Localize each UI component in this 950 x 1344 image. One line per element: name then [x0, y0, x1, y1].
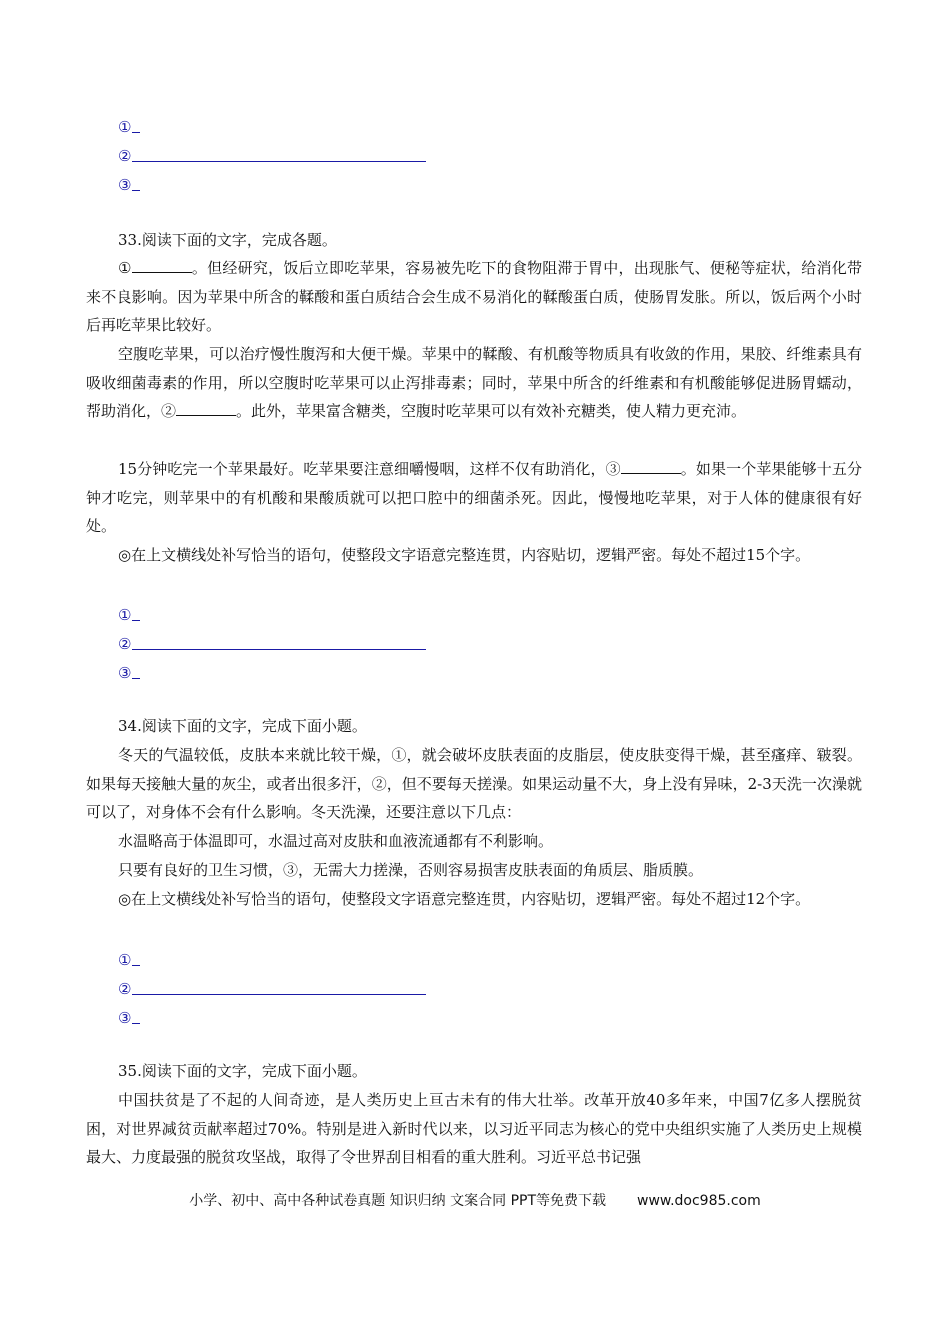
paragraph-text: 。但经研究，饭后立即吃苹果，容易被先吃下的食物阻滞于胃中，出现胀气、便秘等症状，给消化带来不良影响。因为苹果中所含的鞣酸和蛋白质结合会生成不易消化的鞣酸蛋白质，使肠胃发胀。所以，饭后两个小时后再吃苹果比较好。 — [86, 259, 862, 334]
answer-number: ① — [118, 952, 132, 969]
answer-line-2[interactable] — [118, 629, 426, 653]
answer-underline — [132, 964, 140, 966]
footer-site-link[interactable]: www.doc985.com — [637, 1193, 761, 1209]
fill-blank — [176, 399, 236, 416]
blank-number: ② — [161, 402, 177, 420]
answer-line-3[interactable] — [118, 170, 140, 194]
paragraph-text: 15分钟吃完一个苹果最好。吃苹果要注意细嚼慢咽，这样不仅有助消化， — [118, 460, 606, 478]
answer-line-2[interactable] — [118, 141, 426, 165]
answer-line-1[interactable] — [118, 112, 140, 136]
q33-paragraph-1 — [86, 254, 862, 340]
paragraph-text: 。如果一个苹果能够十五分钟才吃完，则苹果中的有机酸和果酸质就可以把口腔中的细菌杀死。因此，慢慢地吃苹果，对于人体的健康很有好处。 — [86, 460, 862, 535]
question-35-title: 35.阅读下面的文字，完成下面小题。 — [118, 1062, 367, 1080]
answer-underline — [132, 648, 426, 650]
answer-underline — [132, 677, 140, 679]
blank-number: ① — [118, 259, 132, 277]
answer-number: ③ — [118, 177, 132, 194]
question-34-title: 34.阅读下面的文字，完成下面小题。 — [118, 717, 367, 735]
q34-paragraph-2: 水温略高于体温即可，水温过高对皮肤和血液流通都有不利影响。 — [118, 832, 554, 850]
q33-paragraph-3 — [86, 455, 862, 541]
answer-number: ① — [118, 607, 132, 624]
answer-line-1[interactable] — [118, 945, 140, 969]
answer-line-1[interactable] — [118, 600, 140, 624]
answer-underline — [132, 1022, 140, 1024]
q35-paragraph-1: 中国扶贫是了不起的人间奇迹，是人类历史上亘古未有的伟大壮举。改革开放40多年来，中国7亿多人摆脱贫困，对世界减贫贡献率超过70%。特别是进入新时代以来，以习近平同志为核心的党中央组织实施了人类历史上规模最大、力度最强的脱贫攻坚战，取得了令世界刮目相看的重大胜利。习近平总书记强 — [86, 1091, 862, 1166]
paragraph-text: 空腹吃苹果，可以治疗慢性腹泻和大便干燥。苹果中的鞣酸、有机酸等物质具有收敛的作用，果胶、纤维素具有吸收细菌毒素的作用，所以空腹时吃苹果可以止泻排毒素；同时，苹果中所含的纤维素和有机酸能够促进肠胃蠕动，帮助消化， — [86, 345, 862, 420]
paragraph-text: 。此外，苹果富含糖类，空腹时吃苹果可以有效补充糖类，使人精力更充沛。 — [236, 402, 747, 420]
answer-line-2[interactable] — [118, 974, 426, 998]
answer-underline — [132, 189, 140, 191]
answer-number: ② — [118, 148, 132, 165]
answer-line-3[interactable] — [118, 658, 140, 682]
answer-underline — [132, 160, 426, 162]
q33-paragraph-2 — [86, 340, 862, 426]
q34-paragraph-1: 冬天的气温较低，皮肤本来就比较干燥，①，就会破坏皮肤表面的皮脂层，使皮肤变得干燥，甚至瘙痒、皲裂。如果每天接触大量的灰尘，或者出很多汗，②，但不要每天搓澡。如果运动量不大，身上没有异味，2-3天洗一次澡就可以了，对身体不会有什么影响。冬天洗澡，还要注意以下几点： — [86, 746, 862, 821]
q33-instruction: ◎在上文横线处补写恰当的语句，使整段文字语意完整连贯，内容贴切，逻辑严密。每处不超过15个字。 — [118, 546, 811, 564]
answer-number: ② — [118, 981, 132, 998]
q34-paragraph-3: 只要有良好的卫生习惯，③，无需大力搓澡，否则容易损害皮肤表面的角质层、脂质膜。 — [118, 861, 704, 879]
answer-number: ③ — [118, 665, 132, 682]
fill-blank — [132, 256, 192, 273]
answer-underline — [132, 619, 140, 621]
answer-number: ③ — [118, 1010, 132, 1027]
page-footer — [0, 1190, 950, 1210]
q34-instruction: ◎在上文横线处补写恰当的语句，使整段文字语意完整连贯，内容贴切，逻辑严密。每处不超过12个字。 — [118, 890, 811, 908]
footer-text: 小学、初中、高中各种试卷真题 知识归纳 文案合同 PPT等免费下载 — [189, 1193, 607, 1209]
answer-number: ② — [118, 636, 132, 653]
fill-blank — [621, 457, 681, 474]
blank-number: ③ — [605, 460, 621, 478]
question-33-title: 33.阅读下面的文字，完成各题。 — [118, 231, 337, 249]
answer-underline — [132, 131, 140, 133]
answer-underline — [132, 993, 426, 995]
answer-line-3[interactable] — [118, 1003, 140, 1027]
answer-number: ① — [118, 119, 132, 136]
